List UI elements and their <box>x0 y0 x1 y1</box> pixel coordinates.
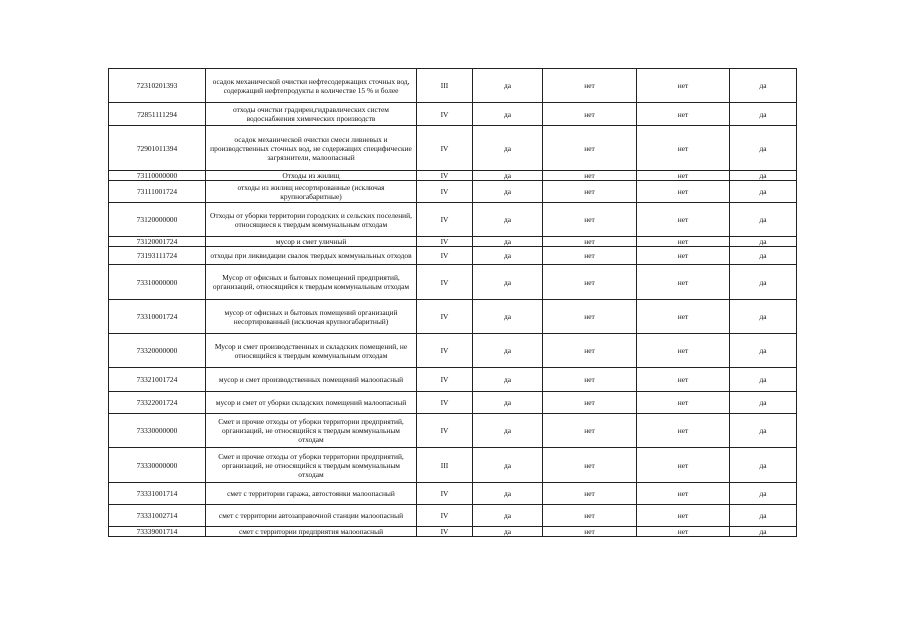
table-row <box>109 69 797 103</box>
table-row <box>109 103 797 126</box>
hazard-class: IV <box>417 300 473 334</box>
table-row <box>109 505 797 527</box>
value-cell: нет <box>543 103 637 126</box>
waste-code: 73330000000 <box>109 414 206 448</box>
waste-name: осадок механической очистки смеси ливневых и производственных сточных вод, не содержащих специфические загрязнители, малоопасный <box>206 126 417 171</box>
table-row <box>109 368 797 392</box>
waste-code: 73330000000 <box>109 448 206 483</box>
waste-code: 73339001714 <box>109 527 206 537</box>
waste-code: 72310201393 <box>109 69 206 103</box>
waste-code: 73331001714 <box>109 483 206 505</box>
value-cell: нет <box>543 414 637 448</box>
value-cell: нет <box>543 483 637 505</box>
waste-code: 72901011394 <box>109 126 206 171</box>
value-cell: да <box>730 334 797 368</box>
waste-code: 73193111724 <box>109 247 206 265</box>
value-cell: нет <box>637 171 730 181</box>
value-cell: да <box>730 368 797 392</box>
value-cell: да <box>473 103 543 126</box>
waste-name: Смет и прочие отходы от уборки территории предприятий, организаций, не относящийся к твердым коммунальным отходам <box>206 414 417 448</box>
value-cell: нет <box>637 265 730 300</box>
value-cell: да <box>730 505 797 527</box>
waste-name: отходы очистки градирен,гидравлических систем водоснабжения химических производств <box>206 103 417 126</box>
value-cell: да <box>473 203 543 237</box>
waste-code: 72851111294 <box>109 103 206 126</box>
waste-name: мусор от офисных и бытовых помещений организаций несортированный (исключая крупногабаритный) <box>206 300 417 334</box>
value-cell: да <box>473 527 543 537</box>
hazard-class: IV <box>417 505 473 527</box>
value-cell: нет <box>637 483 730 505</box>
value-cell: нет <box>637 448 730 483</box>
table-row <box>109 247 797 265</box>
waste-name: смет с территории предприятия малоопасный <box>206 527 417 537</box>
value-cell: нет <box>543 368 637 392</box>
hazard-class: IV <box>417 527 473 537</box>
waste-table-body <box>109 69 797 537</box>
waste-name: мусор и смет от уборки складских помещений малоопасный <box>206 392 417 414</box>
waste-name: смет с территории гаража, автостоянки малоопасный <box>206 483 417 505</box>
value-cell: нет <box>637 247 730 265</box>
waste-code: 73110000000 <box>109 171 206 181</box>
table-row <box>109 171 797 181</box>
value-cell: нет <box>637 414 730 448</box>
value-cell: да <box>473 448 543 483</box>
value-cell: да <box>730 237 797 247</box>
value-cell: да <box>730 203 797 237</box>
waste-table <box>108 68 797 537</box>
value-cell: да <box>730 69 797 103</box>
value-cell: да <box>473 368 543 392</box>
table-row <box>109 203 797 237</box>
waste-name: Мусор и смет производственных и складских помещений, не относящийся к твердым коммунальным отходам <box>206 334 417 368</box>
value-cell: да <box>473 265 543 300</box>
value-cell: да <box>473 171 543 181</box>
waste-name: мусор и смет производственных помещений малоопасный <box>206 368 417 392</box>
value-cell: да <box>473 300 543 334</box>
waste-name: Мусор от офисных и бытовых помещений предприятий, организаций, относящийся к твердым коммунальным отходам <box>206 265 417 300</box>
value-cell: нет <box>637 203 730 237</box>
value-cell: да <box>473 505 543 527</box>
value-cell: нет <box>543 237 637 247</box>
hazard-class: IV <box>417 126 473 171</box>
value-cell: да <box>473 483 543 505</box>
hazard-class: IV <box>417 368 473 392</box>
value-cell: нет <box>543 171 637 181</box>
value-cell: нет <box>543 126 637 171</box>
value-cell: да <box>730 171 797 181</box>
table-row <box>109 265 797 300</box>
value-cell: да <box>730 247 797 265</box>
value-cell: да <box>730 483 797 505</box>
value-cell: да <box>730 265 797 300</box>
value-cell: да <box>730 414 797 448</box>
hazard-class: IV <box>417 181 473 203</box>
value-cell: нет <box>543 69 637 103</box>
value-cell: нет <box>543 448 637 483</box>
value-cell: нет <box>637 237 730 247</box>
value-cell: нет <box>543 181 637 203</box>
waste-name: Смет и прочие отходы от уборки территории предприятий, организаций, не относящийся к твердым коммунальным отходам <box>206 448 417 483</box>
value-cell: да <box>730 103 797 126</box>
hazard-class: IV <box>417 392 473 414</box>
value-cell: да <box>730 300 797 334</box>
value-cell: нет <box>543 265 637 300</box>
value-cell: нет <box>543 334 637 368</box>
waste-code: 73120001724 <box>109 237 206 247</box>
hazard-class: IV <box>417 265 473 300</box>
waste-name: отходы из жилищ несортированные (исключая крупногабаритные) <box>206 181 417 203</box>
waste-code: 73321001724 <box>109 368 206 392</box>
waste-code: 73310000000 <box>109 265 206 300</box>
hazard-class: III <box>417 69 473 103</box>
hazard-class: IV <box>417 483 473 505</box>
value-cell: да <box>473 392 543 414</box>
value-cell: нет <box>637 69 730 103</box>
value-cell: да <box>730 126 797 171</box>
value-cell: нет <box>543 300 637 334</box>
value-cell: нет <box>637 126 730 171</box>
table-row <box>109 237 797 247</box>
waste-name: отходы при ликвидации свалок твердых коммунальных отходов <box>206 247 417 265</box>
value-cell: нет <box>543 247 637 265</box>
value-cell: да <box>730 392 797 414</box>
table-row <box>109 392 797 414</box>
value-cell: нет <box>637 527 730 537</box>
waste-code: 73322001724 <box>109 392 206 414</box>
hazard-class: IV <box>417 237 473 247</box>
value-cell: да <box>730 448 797 483</box>
hazard-class: IV <box>417 171 473 181</box>
waste-name: Отходы от уборки территории городских и сельских поселений, относящиеся к твердым коммунальным отходам <box>206 203 417 237</box>
value-cell: нет <box>543 505 637 527</box>
value-cell: да <box>730 527 797 537</box>
value-cell: да <box>473 334 543 368</box>
value-cell: нет <box>637 300 730 334</box>
table-row <box>109 483 797 505</box>
table-row <box>109 181 797 203</box>
table-row <box>109 300 797 334</box>
hazard-class: IV <box>417 203 473 237</box>
value-cell: да <box>473 126 543 171</box>
table-row <box>109 448 797 483</box>
value-cell: нет <box>637 103 730 126</box>
value-cell: да <box>473 69 543 103</box>
hazard-class: IV <box>417 334 473 368</box>
value-cell: да <box>473 414 543 448</box>
value-cell: нет <box>637 181 730 203</box>
value-cell: да <box>730 181 797 203</box>
value-cell: нет <box>637 392 730 414</box>
hazard-class: III <box>417 448 473 483</box>
value-cell: да <box>473 237 543 247</box>
waste-name: Отходы из жилищ <box>206 171 417 181</box>
hazard-class: IV <box>417 103 473 126</box>
waste-name: смет с территории автозаправочной станции малоопасный <box>206 505 417 527</box>
waste-code: 73111001724 <box>109 181 206 203</box>
value-cell: нет <box>543 392 637 414</box>
table-row <box>109 527 797 537</box>
value-cell: нет <box>543 203 637 237</box>
table-row <box>109 414 797 448</box>
value-cell: нет <box>637 334 730 368</box>
value-cell: да <box>473 247 543 265</box>
waste-code: 73331002714 <box>109 505 206 527</box>
waste-code: 73310001724 <box>109 300 206 334</box>
waste-code: 73120000000 <box>109 203 206 237</box>
value-cell: да <box>473 181 543 203</box>
value-cell: нет <box>543 527 637 537</box>
hazard-class: IV <box>417 414 473 448</box>
table-row <box>109 126 797 171</box>
waste-name: осадок механической очистки нефтесодержащих сточных вод, содержащий нефтепродукты в количестве 15 % и более <box>206 69 417 103</box>
hazard-class: IV <box>417 247 473 265</box>
table-row <box>109 334 797 368</box>
waste-code: 73320000000 <box>109 334 206 368</box>
value-cell: нет <box>637 368 730 392</box>
value-cell: нет <box>637 505 730 527</box>
waste-name: мусор и смет уличный <box>206 237 417 247</box>
